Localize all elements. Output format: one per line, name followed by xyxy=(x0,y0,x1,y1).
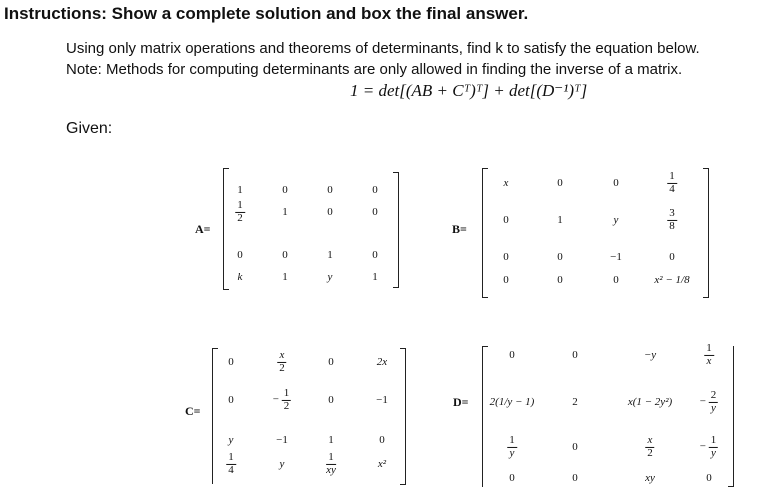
matrix-b-entry: 0 xyxy=(557,251,563,263)
instruction-line-1: Using only matrix operations and theorems of determinants, find k to satisfy the equation below. xyxy=(66,40,700,57)
matrix-c-entry: −1 xyxy=(276,434,288,446)
matrix-a-entry: 0 xyxy=(372,249,378,261)
matrix-d-entry: 2 xyxy=(572,396,578,408)
matrix-d-entry: − $\frac{2}{y}$ xyxy=(699,388,717,414)
matrix-b-entry: 0 xyxy=(557,274,563,286)
matrix-a-entry: k xyxy=(237,271,243,283)
matrix-b-entry: 0 xyxy=(503,251,509,263)
matrix-a-entry: 0 xyxy=(327,206,333,218)
matrix-c-entry: 0 xyxy=(228,356,234,368)
matrix-b-entry: 1 xyxy=(557,214,563,226)
matrix-c-left-bracket xyxy=(212,348,218,484)
matrix-c-entry: 2x xyxy=(376,356,388,368)
matrix-b-entry: 0 xyxy=(613,274,619,286)
matrix-c-entry: $\frac{x}{2}$ xyxy=(279,348,285,374)
matrix-d-entry: 2(1/y − 1) xyxy=(489,396,535,408)
matrix-a-label: A= xyxy=(195,222,211,236)
matrix-d-left-bracket xyxy=(482,346,488,487)
matrix-d-entry: −y xyxy=(643,349,657,361)
matrix-b-entry: $\frac{3}{8}$ xyxy=(669,206,675,232)
matrix-b-label: B= xyxy=(452,222,467,236)
matrix-b-right-bracket xyxy=(703,168,709,298)
matrix-c-entry: x² xyxy=(377,458,387,470)
matrix-c-right-bracket xyxy=(400,348,406,485)
matrix-b-entry: 0 xyxy=(613,177,619,189)
matrix-d-entry: − $\frac{1}{y}$ xyxy=(699,433,717,459)
matrix-b-entry: −1 xyxy=(610,251,622,263)
matrix-a-entry: 0 xyxy=(372,184,378,196)
matrix-d-entry: $\frac{1}{x}$ xyxy=(706,341,712,367)
matrix-c-entry: 0 xyxy=(379,434,385,446)
given-label: Given: xyxy=(66,120,113,137)
matrix-a-entry: 1 xyxy=(327,249,333,261)
matrix-c-entry: 0 xyxy=(328,394,334,406)
matrix-d-entry: 0 xyxy=(572,349,578,361)
matrix-c-entry: y xyxy=(279,458,285,470)
matrix-c-entry: $\frac{1}{xy}$ xyxy=(326,450,336,476)
matrix-a-entry: 0 xyxy=(372,206,378,218)
matrix-d-entry: $\frac{1}{y}$ xyxy=(509,433,515,459)
matrix-c-entry: 1 xyxy=(328,434,334,446)
matrix-b-entry: 0 xyxy=(557,177,563,189)
matrix-c-entry: y xyxy=(228,434,234,446)
matrix-c-entry: 0 xyxy=(328,356,334,368)
matrix-a-entry: 0 xyxy=(282,249,288,261)
matrix-a-entry: $\frac{1}{2}$ xyxy=(237,198,243,224)
matrix-d-entry: 0 xyxy=(572,441,578,453)
matrix-d-entry: x(1 − 2y²) xyxy=(627,396,673,408)
matrix-b-entry: x² − 1/8 xyxy=(654,274,690,286)
matrix-b-entry: $\frac{1}{4}$ xyxy=(669,169,675,195)
matrix-a-entry: 1 xyxy=(237,184,243,196)
matrix-b-entry: x xyxy=(503,177,509,189)
matrix-a-entry: 0 xyxy=(237,249,243,261)
matrix-a-entry: 1 xyxy=(372,271,378,283)
matrix-b-left-bracket xyxy=(482,168,488,298)
matrix-d-entry: 0 xyxy=(509,349,515,361)
matrix-d-entry: xy xyxy=(645,472,655,484)
matrix-b-entry: 0 xyxy=(503,274,509,286)
matrix-d-entry: 0 xyxy=(706,472,712,484)
matrix-c-label: C= xyxy=(185,404,201,418)
instruction-line-2: Note: Methods for computing determinants are only allowed in finding the inverse of a matrix. xyxy=(66,61,683,78)
matrix-c-entry: 0 xyxy=(228,394,234,406)
matrix-b-entry: y xyxy=(613,214,619,226)
matrix-d-entry: $\frac{x}{2}$ xyxy=(647,433,653,459)
matrix-b-entry: 0 xyxy=(669,251,675,263)
matrix-d-entry: 0 xyxy=(572,472,578,484)
matrix-a-entry: 0 xyxy=(282,184,288,196)
target-equation: 1 = det[(AB + Cᵀ)ᵀ] + det[(D⁻¹)ᵀ] xyxy=(350,81,588,100)
matrix-d-label: D= xyxy=(453,395,469,409)
matrix-a-entry: y xyxy=(327,271,333,283)
matrix-a-left-bracket xyxy=(223,168,229,290)
matrix-a-entry: 1 xyxy=(282,206,288,218)
matrix-d-entry: 0 xyxy=(509,472,515,484)
matrix-a-entry: 1 xyxy=(282,271,288,283)
matrix-d-right-bracket xyxy=(728,346,734,487)
matrix-c-entry: − $\frac{1}{2}$ xyxy=(272,386,290,412)
matrix-a-entry: 0 xyxy=(327,184,333,196)
matrix-b-entry: 0 xyxy=(503,214,509,226)
matrix-c-entry: −1 xyxy=(376,394,388,406)
matrix-a-right-bracket xyxy=(393,172,399,288)
matrix-c-entry: $\frac{1}{4}$ xyxy=(228,450,234,476)
instructions-title: Instructions: Show a complete solution and box the final answer. xyxy=(4,4,529,23)
